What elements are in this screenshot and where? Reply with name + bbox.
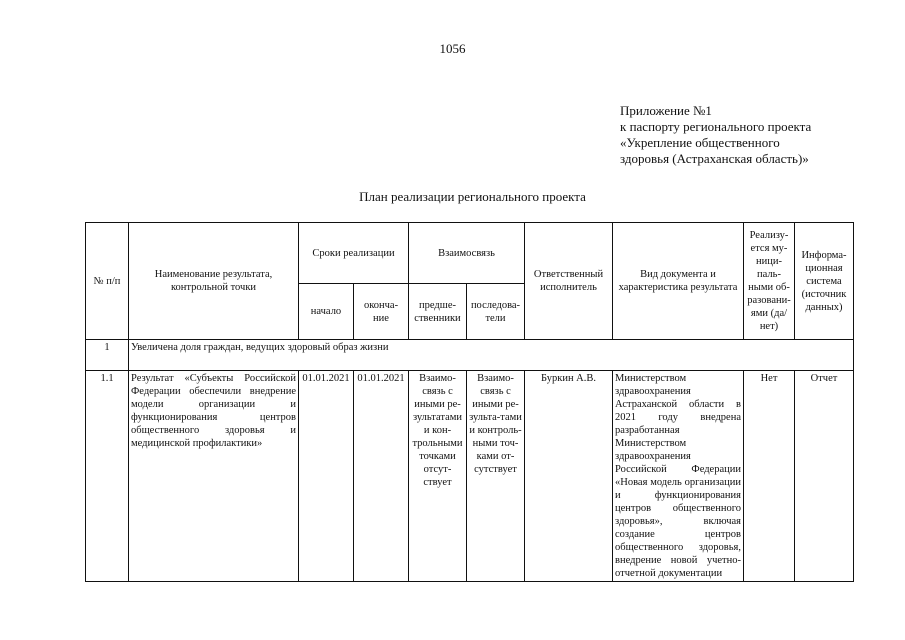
header-implemented: Реализу-ется му-ници-паль-ными об-разовани-ями (да/нет) <box>744 223 795 340</box>
header-predecessors: предше-ственники <box>409 284 467 340</box>
row-successors: Взаимо-связь с иными ре-зульта-тами и контроль-ными точ-ками от-сутствует <box>467 371 525 582</box>
appendix-line: «Укрепление общественного <box>620 135 780 150</box>
row-info-system: Отчет <box>795 371 854 582</box>
table-row <box>86 371 854 582</box>
row-predecessors: Взаимо-связь с иными ре-зультатами и кон-трольными точками отсут-ствует <box>409 371 467 582</box>
header-num: № п/п <box>86 223 129 340</box>
header-successors: последова-тели <box>467 284 525 340</box>
document-title: План реализации регионального проекта <box>359 189 586 204</box>
header-doc-type: Вид документа и характеристика результата <box>613 223 744 340</box>
section-num: 1 <box>86 340 129 371</box>
appendix-line: здоровья (Астраханская область)» <box>620 151 809 166</box>
appendix-note <box>620 103 811 167</box>
header-info-system: Информа-ционная система (источник данных) <box>795 223 854 340</box>
header-responsible: Ответственный исполнитель <box>525 223 613 340</box>
header-start: начало <box>299 284 354 340</box>
section-row <box>86 340 854 371</box>
header-relation: Взаимосвязь <box>409 223 525 284</box>
header-name: Наименование результата, контрольной точки <box>129 223 299 340</box>
row-responsible: Буркин А.В. <box>525 371 613 582</box>
appendix-line: Приложение №1 <box>620 103 712 118</box>
section-title: Увеличена доля граждан, ведущих здоровый образ жизни <box>129 340 854 371</box>
appendix-line: к паспорту регионального проекта <box>620 119 812 134</box>
row-name: Результат «Субъекты Российской Федерации обеспечили внедрение модели организации и функционирования центров общественного здоровья и медицинской профилактики» <box>129 371 299 582</box>
page-number: 1056 <box>439 41 466 56</box>
row-doc-type: Министерством здравоохранения Астраханской области в 2021 году внедрена разработанная Министерством здравоохранения Российской Федерации «Новая модель организации и функционирования центров общественного здоровья», включая создание центров общественного здоровья, внедрение новой учетно-отчетной документации <box>613 371 744 582</box>
plan-table <box>85 222 854 582</box>
row-implemented: Нет <box>744 371 795 582</box>
header-deadlines: Сроки реализации <box>299 223 409 284</box>
row-start: 01.01.2021 <box>299 371 354 582</box>
row-end: 01.01.2021 <box>354 371 409 582</box>
header-end: оконча-ние <box>354 284 409 340</box>
row-num: 1.1 <box>86 371 129 582</box>
